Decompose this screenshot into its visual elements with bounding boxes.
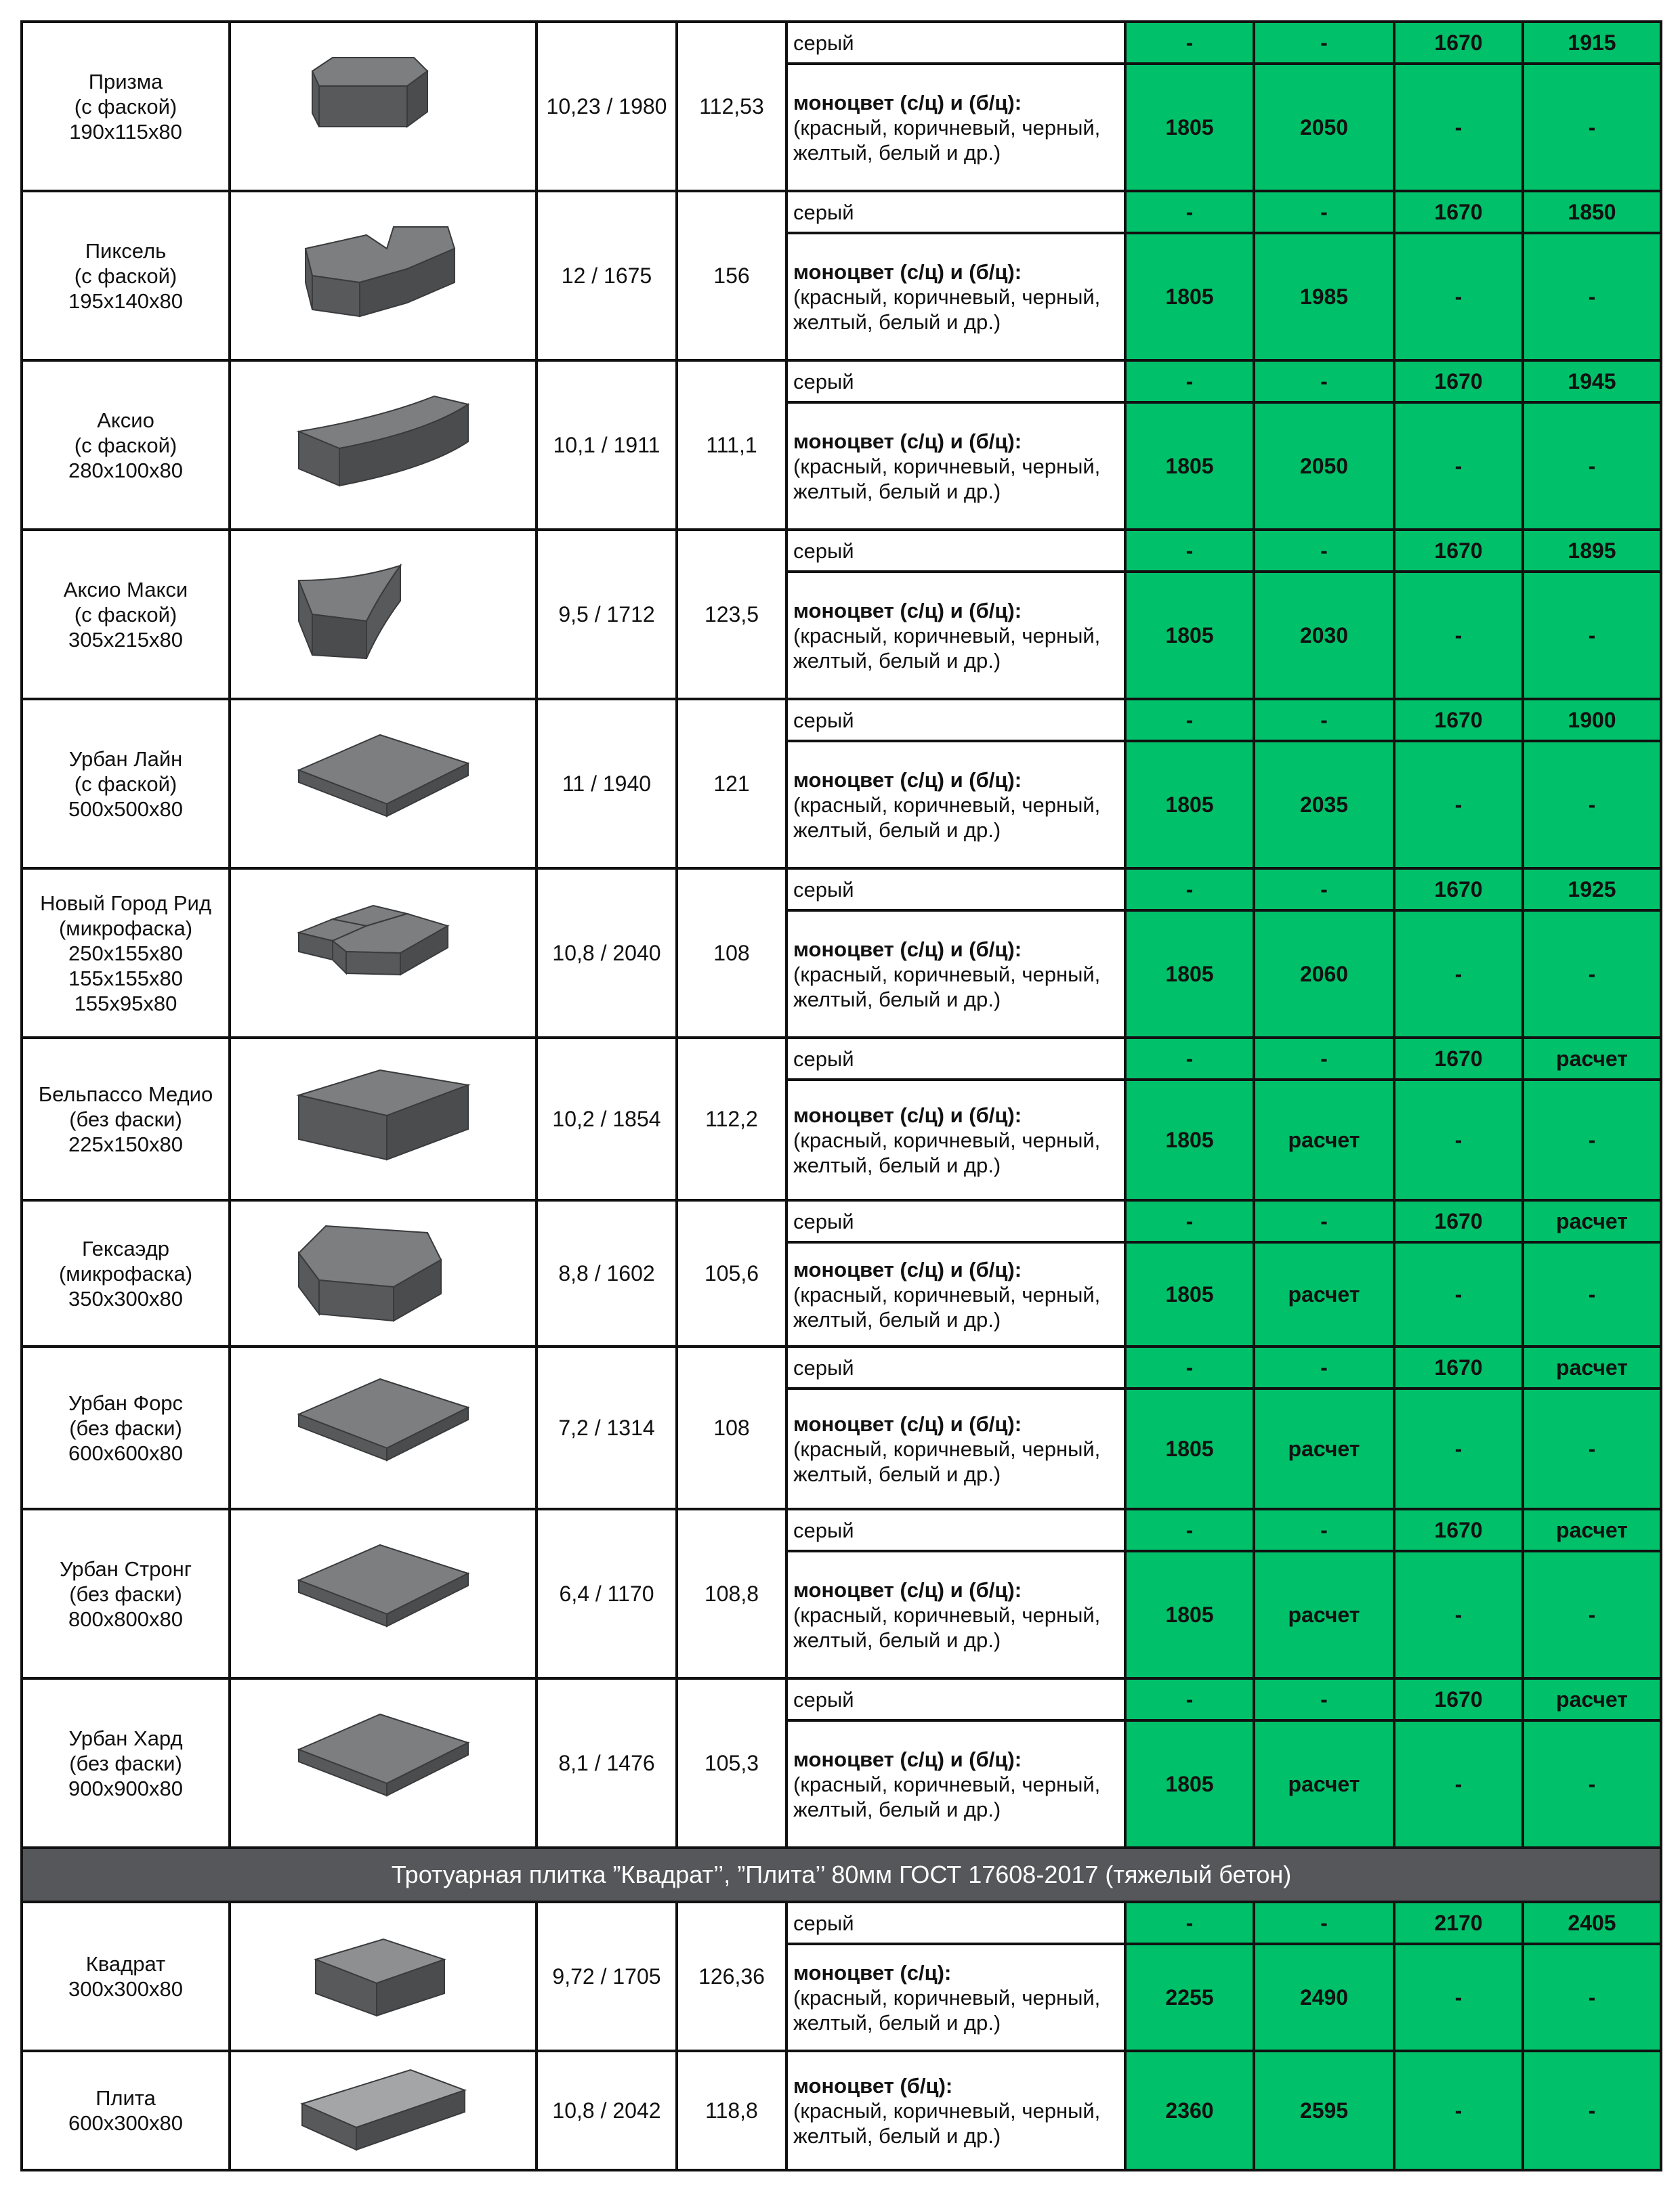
square-slab-icon	[292, 1374, 475, 1482]
color-label: моноцвет (с/ц) и (б/ц): (красный, коричневый, черный, желтый, белый и др.)	[786, 1242, 1125, 1347]
sheet-value: 9,72 / 1705	[537, 1902, 677, 2051]
price-cell: 1850	[1523, 191, 1661, 233]
price-cell: 1670	[1394, 1509, 1523, 1551]
price-cell: 1915	[1523, 22, 1661, 64]
price-cell: -	[1523, 64, 1661, 191]
price-cell: -	[1394, 1389, 1523, 1509]
price-cell: 1805	[1125, 572, 1254, 699]
price-cell: -	[1254, 868, 1394, 910]
product-name: Плита 600x300x80	[22, 2051, 230, 2170]
sheet-value: 10,8 / 2040	[537, 868, 677, 1038]
sheet-value: 6,4 / 1170	[537, 1509, 677, 1678]
price-cell: -	[1523, 1389, 1661, 1509]
product-image	[230, 1678, 537, 1848]
table-row	[22, 22, 1661, 64]
kvadrat-icon	[309, 1929, 458, 2024]
area-value: 105,3	[677, 1678, 786, 1848]
price-cell: 2030	[1254, 572, 1394, 699]
product-name: Урбан Хард (без фаски) 900x900x80	[22, 1678, 230, 1848]
price-cell: 1805	[1125, 741, 1254, 868]
price-cell: -	[1523, 1551, 1661, 1678]
price-cell: 1900	[1523, 699, 1661, 741]
table-row	[22, 360, 1661, 402]
product-image	[230, 868, 537, 1038]
price-cell: 1805	[1125, 1080, 1254, 1200]
price-cell: -	[1125, 191, 1254, 233]
price-cell: 2050	[1254, 64, 1394, 191]
price-cell: 1670	[1394, 22, 1523, 64]
product-image	[230, 1902, 537, 2051]
gray-label: серый	[786, 22, 1125, 64]
price-cell: -	[1394, 741, 1523, 868]
color-label: моноцвет (с/ц) и (б/ц): (красный, коричневый, черный, желтый, белый и др.)	[786, 1551, 1125, 1678]
price-cell: -	[1125, 1200, 1254, 1242]
belpasso-icon	[292, 1065, 475, 1173]
price-cell: 1670	[1394, 1347, 1523, 1389]
price-cell: 2060	[1254, 910, 1394, 1038]
product-name: Пиксель (с фаской) 195x140x80	[22, 191, 230, 360]
table-row	[22, 1038, 1661, 1080]
table-row	[22, 699, 1661, 741]
price-cell: расчет	[1523, 1509, 1661, 1551]
price-cell: -	[1125, 1902, 1254, 1944]
price-cell: 2170	[1394, 1902, 1523, 1944]
price-cell: 1670	[1394, 191, 1523, 233]
sheet-value: 10,2 / 1854	[537, 1038, 677, 1200]
square-slab-icon	[292, 1540, 475, 1648]
price-cell: -	[1125, 1509, 1254, 1551]
price-cell: -	[1254, 360, 1394, 402]
table-row	[22, 868, 1661, 910]
price-cell: -	[1523, 910, 1661, 1038]
area-value: 108,8	[677, 1509, 786, 1678]
product-name: Квадрат 300x300x80	[22, 1902, 230, 2051]
price-table	[20, 20, 1662, 2171]
sheet-value: 12 / 1675	[537, 191, 677, 360]
product-image	[230, 22, 537, 191]
price-cell: 1805	[1125, 1551, 1254, 1678]
price-cell: -	[1394, 910, 1523, 1038]
area-value: 123,5	[677, 530, 786, 699]
color-label: моноцвет (с/ц) и (б/ц): (красный, коричневый, черный, желтый, белый и др.)	[786, 1720, 1125, 1848]
table-row	[22, 2051, 1661, 2170]
product-name: Новый Город Рид (микрофаска) 250x155x80 155x155x80 155x95x80	[22, 868, 230, 1038]
price-cell: -	[1254, 1902, 1394, 1944]
color-label: моноцвет (с/ц) и (б/ц): (красный, коричневый, черный, желтый, белый и др.)	[786, 910, 1125, 1038]
price-cell: 2050	[1254, 402, 1394, 530]
product-name: Урбан Лайн (с фаской) 500x500x80	[22, 699, 230, 868]
price-cell: 1670	[1394, 699, 1523, 741]
product-image	[230, 191, 537, 360]
gray-label: серый	[786, 360, 1125, 402]
product-name: Призма (с фаской) 190x115x80	[22, 22, 230, 191]
price-cell: расчет	[1254, 1551, 1394, 1678]
area-value: 126,36	[677, 1902, 786, 2051]
price-cell: -	[1394, 64, 1523, 191]
table-row	[22, 1347, 1661, 1389]
color-label: моноцвет (с/ц) и (б/ц): (красный, коричневый, черный, желтый, белый и др.)	[786, 741, 1125, 868]
price-cell: 1670	[1394, 530, 1523, 572]
price-cell: -	[1394, 1080, 1523, 1200]
price-cell: -	[1125, 530, 1254, 572]
prism-icon	[292, 52, 475, 161]
price-cell: -	[1523, 741, 1661, 868]
price-cell: -	[1125, 868, 1254, 910]
gray-label: серый	[786, 699, 1125, 741]
price-cell: -	[1523, 233, 1661, 360]
price-cell: 1805	[1125, 64, 1254, 191]
price-cell: 1670	[1394, 868, 1523, 910]
price-cell: -	[1394, 1551, 1523, 1678]
product-name: Урбан Форс (без фаски) 600x600x80	[22, 1347, 230, 1509]
plita-icon	[295, 2063, 471, 2158]
axio-icon	[292, 391, 475, 499]
gray-label: серый	[786, 530, 1125, 572]
table-row	[22, 191, 1661, 233]
gray-label: серый	[786, 1678, 1125, 1720]
gray-label: серый	[786, 1038, 1125, 1080]
sheet-value: 8,8 / 1602	[537, 1200, 677, 1347]
product-image	[230, 1200, 537, 1347]
table-row	[22, 530, 1661, 572]
price-cell: -	[1254, 22, 1394, 64]
price-cell: 2405	[1523, 1902, 1661, 1944]
axio-maxi-icon	[292, 560, 475, 669]
price-cell: расчет	[1523, 1347, 1661, 1389]
table-row	[22, 1678, 1661, 1720]
gray-label: серый	[786, 1902, 1125, 1944]
price-cell: -	[1125, 22, 1254, 64]
price-cell: 1805	[1125, 910, 1254, 1038]
product-image	[230, 699, 537, 868]
sheet-value: 10,23 / 1980	[537, 22, 677, 191]
area-value: 108	[677, 868, 786, 1038]
gray-label: серый	[786, 191, 1125, 233]
sheet-value: 10,8 / 2042	[537, 2051, 677, 2170]
sheet-value: 9,5 / 1712	[537, 530, 677, 699]
price-cell: 1805	[1125, 402, 1254, 530]
price-cell: 1805	[1125, 1720, 1254, 1848]
price-cell: -	[1394, 572, 1523, 699]
square-slab-icon	[292, 1709, 475, 1817]
sheet-value: 8,1 / 1476	[537, 1678, 677, 1848]
price-cell: -	[1523, 1720, 1661, 1848]
price-cell: -	[1254, 1509, 1394, 1551]
color-label: моноцвет (б/ц): (красный, коричневый, черный, желтый, белый и др.)	[786, 2051, 1125, 2170]
price-cell: -	[1523, 402, 1661, 530]
price-cell: 1805	[1125, 1389, 1254, 1509]
color-label: моноцвет (с/ц) и (б/ц): (красный, коричневый, черный, желтый, белый и др.)	[786, 1080, 1125, 1200]
area-value: 156	[677, 191, 786, 360]
sheet-value: 7,2 / 1314	[537, 1347, 677, 1509]
price-cell: -	[1394, 1720, 1523, 1848]
price-cell: -	[1254, 1678, 1394, 1720]
price-cell: расчет	[1254, 1242, 1394, 1347]
price-cell: 2255	[1125, 1944, 1254, 2051]
price-cell: 2490	[1254, 1944, 1394, 2051]
price-cell: -	[1394, 1242, 1523, 1347]
product-image	[230, 2051, 537, 2170]
area-value: 108	[677, 1347, 786, 1509]
price-cell: 1805	[1125, 233, 1254, 360]
new-city-icon	[292, 899, 475, 1007]
price-cell: 1670	[1394, 360, 1523, 402]
price-cell: -	[1254, 699, 1394, 741]
section-header	[22, 1848, 1661, 1902]
sheet-value: 11 / 1940	[537, 699, 677, 868]
color-label: моноцвет (с/ц) и (б/ц): (красный, коричневый, черный, желтый, белый и др.)	[786, 64, 1125, 191]
product-name: Аксио (с фаской) 280x100x80	[22, 360, 230, 530]
area-value: 112,53	[677, 22, 786, 191]
area-value: 112,2	[677, 1038, 786, 1200]
product-image	[230, 360, 537, 530]
price-cell: расчет	[1523, 1678, 1661, 1720]
area-value: 111,1	[677, 360, 786, 530]
gray-label: серый	[786, 1509, 1125, 1551]
product-name: Гексаэдр (микрофаска) 350x300x80	[22, 1200, 230, 1347]
price-cell: расчет	[1254, 1720, 1394, 1848]
price-cell: -	[1254, 191, 1394, 233]
table-row	[22, 1200, 1661, 1242]
price-cell: -	[1523, 1242, 1661, 1347]
square-slab-icon	[292, 729, 475, 838]
section-title: Тротуарная плитка ”Квадрат’’, ”Плита’’ 80мм ГОСТ 17608-2017 (тяжелый бетон)	[22, 1848, 1661, 1902]
price-cell: -	[1394, 1944, 1523, 2051]
price-cell: 1925	[1523, 868, 1661, 910]
price-cell: 1670	[1394, 1200, 1523, 1242]
price-cell: -	[1254, 530, 1394, 572]
table-row	[22, 1902, 1661, 1944]
price-cell: расчет	[1254, 1389, 1394, 1509]
price-cell: -	[1254, 1200, 1394, 1242]
hexagon-icon	[292, 1219, 475, 1328]
price-cell: -	[1125, 1038, 1254, 1080]
product-image	[230, 1038, 537, 1200]
area-value: 105,6	[677, 1200, 786, 1347]
price-cell: расчет	[1254, 1080, 1394, 1200]
price-cell: -	[1523, 1080, 1661, 1200]
price-cell: -	[1254, 1038, 1394, 1080]
product-name: Бельпассо Медио (без фаски) 225x150x80	[22, 1038, 230, 1200]
area-value: 121	[677, 699, 786, 868]
color-label: моноцвет (с/ц) и (б/ц): (красный, коричневый, черный, желтый, белый и др.)	[786, 402, 1125, 530]
price-cell: -	[1394, 2051, 1523, 2170]
price-cell: 2035	[1254, 741, 1394, 868]
area-value: 118,8	[677, 2051, 786, 2170]
price-cell: 1670	[1394, 1038, 1523, 1080]
price-cell: -	[1125, 1347, 1254, 1389]
price-cell: -	[1394, 402, 1523, 530]
price-cell: расчет	[1523, 1038, 1661, 1080]
price-cell: -	[1523, 2051, 1661, 2170]
color-label: моноцвет (с/ц): (красный, коричневый, черный, желтый, белый и др.)	[786, 1944, 1125, 2051]
price-cell: 1985	[1254, 233, 1394, 360]
color-label: моноцвет (с/ц) и (б/ц): (красный, коричневый, черный, желтый, белый и др.)	[786, 572, 1125, 699]
price-cell: -	[1523, 1944, 1661, 2051]
price-cell: -	[1523, 572, 1661, 699]
gray-label: серый	[786, 1347, 1125, 1389]
price-cell: 1945	[1523, 360, 1661, 402]
price-cell: 2360	[1125, 2051, 1254, 2170]
product-image	[230, 530, 537, 699]
price-cell: 1805	[1125, 1242, 1254, 1347]
product-image	[230, 1347, 537, 1509]
gray-label: серый	[786, 1200, 1125, 1242]
product-name: Аксио Макси (с фаской) 305x215x80	[22, 530, 230, 699]
price-cell: -	[1125, 1678, 1254, 1720]
product-name: Урбан Стронг (без фаски) 800x800x80	[22, 1509, 230, 1678]
product-image	[230, 1509, 537, 1678]
price-cell: расчет	[1523, 1200, 1661, 1242]
price-cell: -	[1254, 1347, 1394, 1389]
price-cell: -	[1125, 360, 1254, 402]
table-row	[22, 1509, 1661, 1551]
color-label: моноцвет (с/ц) и (б/ц): (красный, коричневый, черный, желтый, белый и др.)	[786, 233, 1125, 360]
gray-label: серый	[786, 868, 1125, 910]
price-cell: -	[1125, 699, 1254, 741]
color-label: моноцвет (с/ц) и (б/ц): (красный, коричневый, черный, желтый, белый и др.)	[786, 1389, 1125, 1509]
price-cell: 1670	[1394, 1678, 1523, 1720]
price-cell: -	[1394, 233, 1523, 360]
pixel-icon	[292, 221, 475, 330]
price-cell: 2595	[1254, 2051, 1394, 2170]
sheet-value: 10,1 / 1911	[537, 360, 677, 530]
price-cell: 1895	[1523, 530, 1661, 572]
